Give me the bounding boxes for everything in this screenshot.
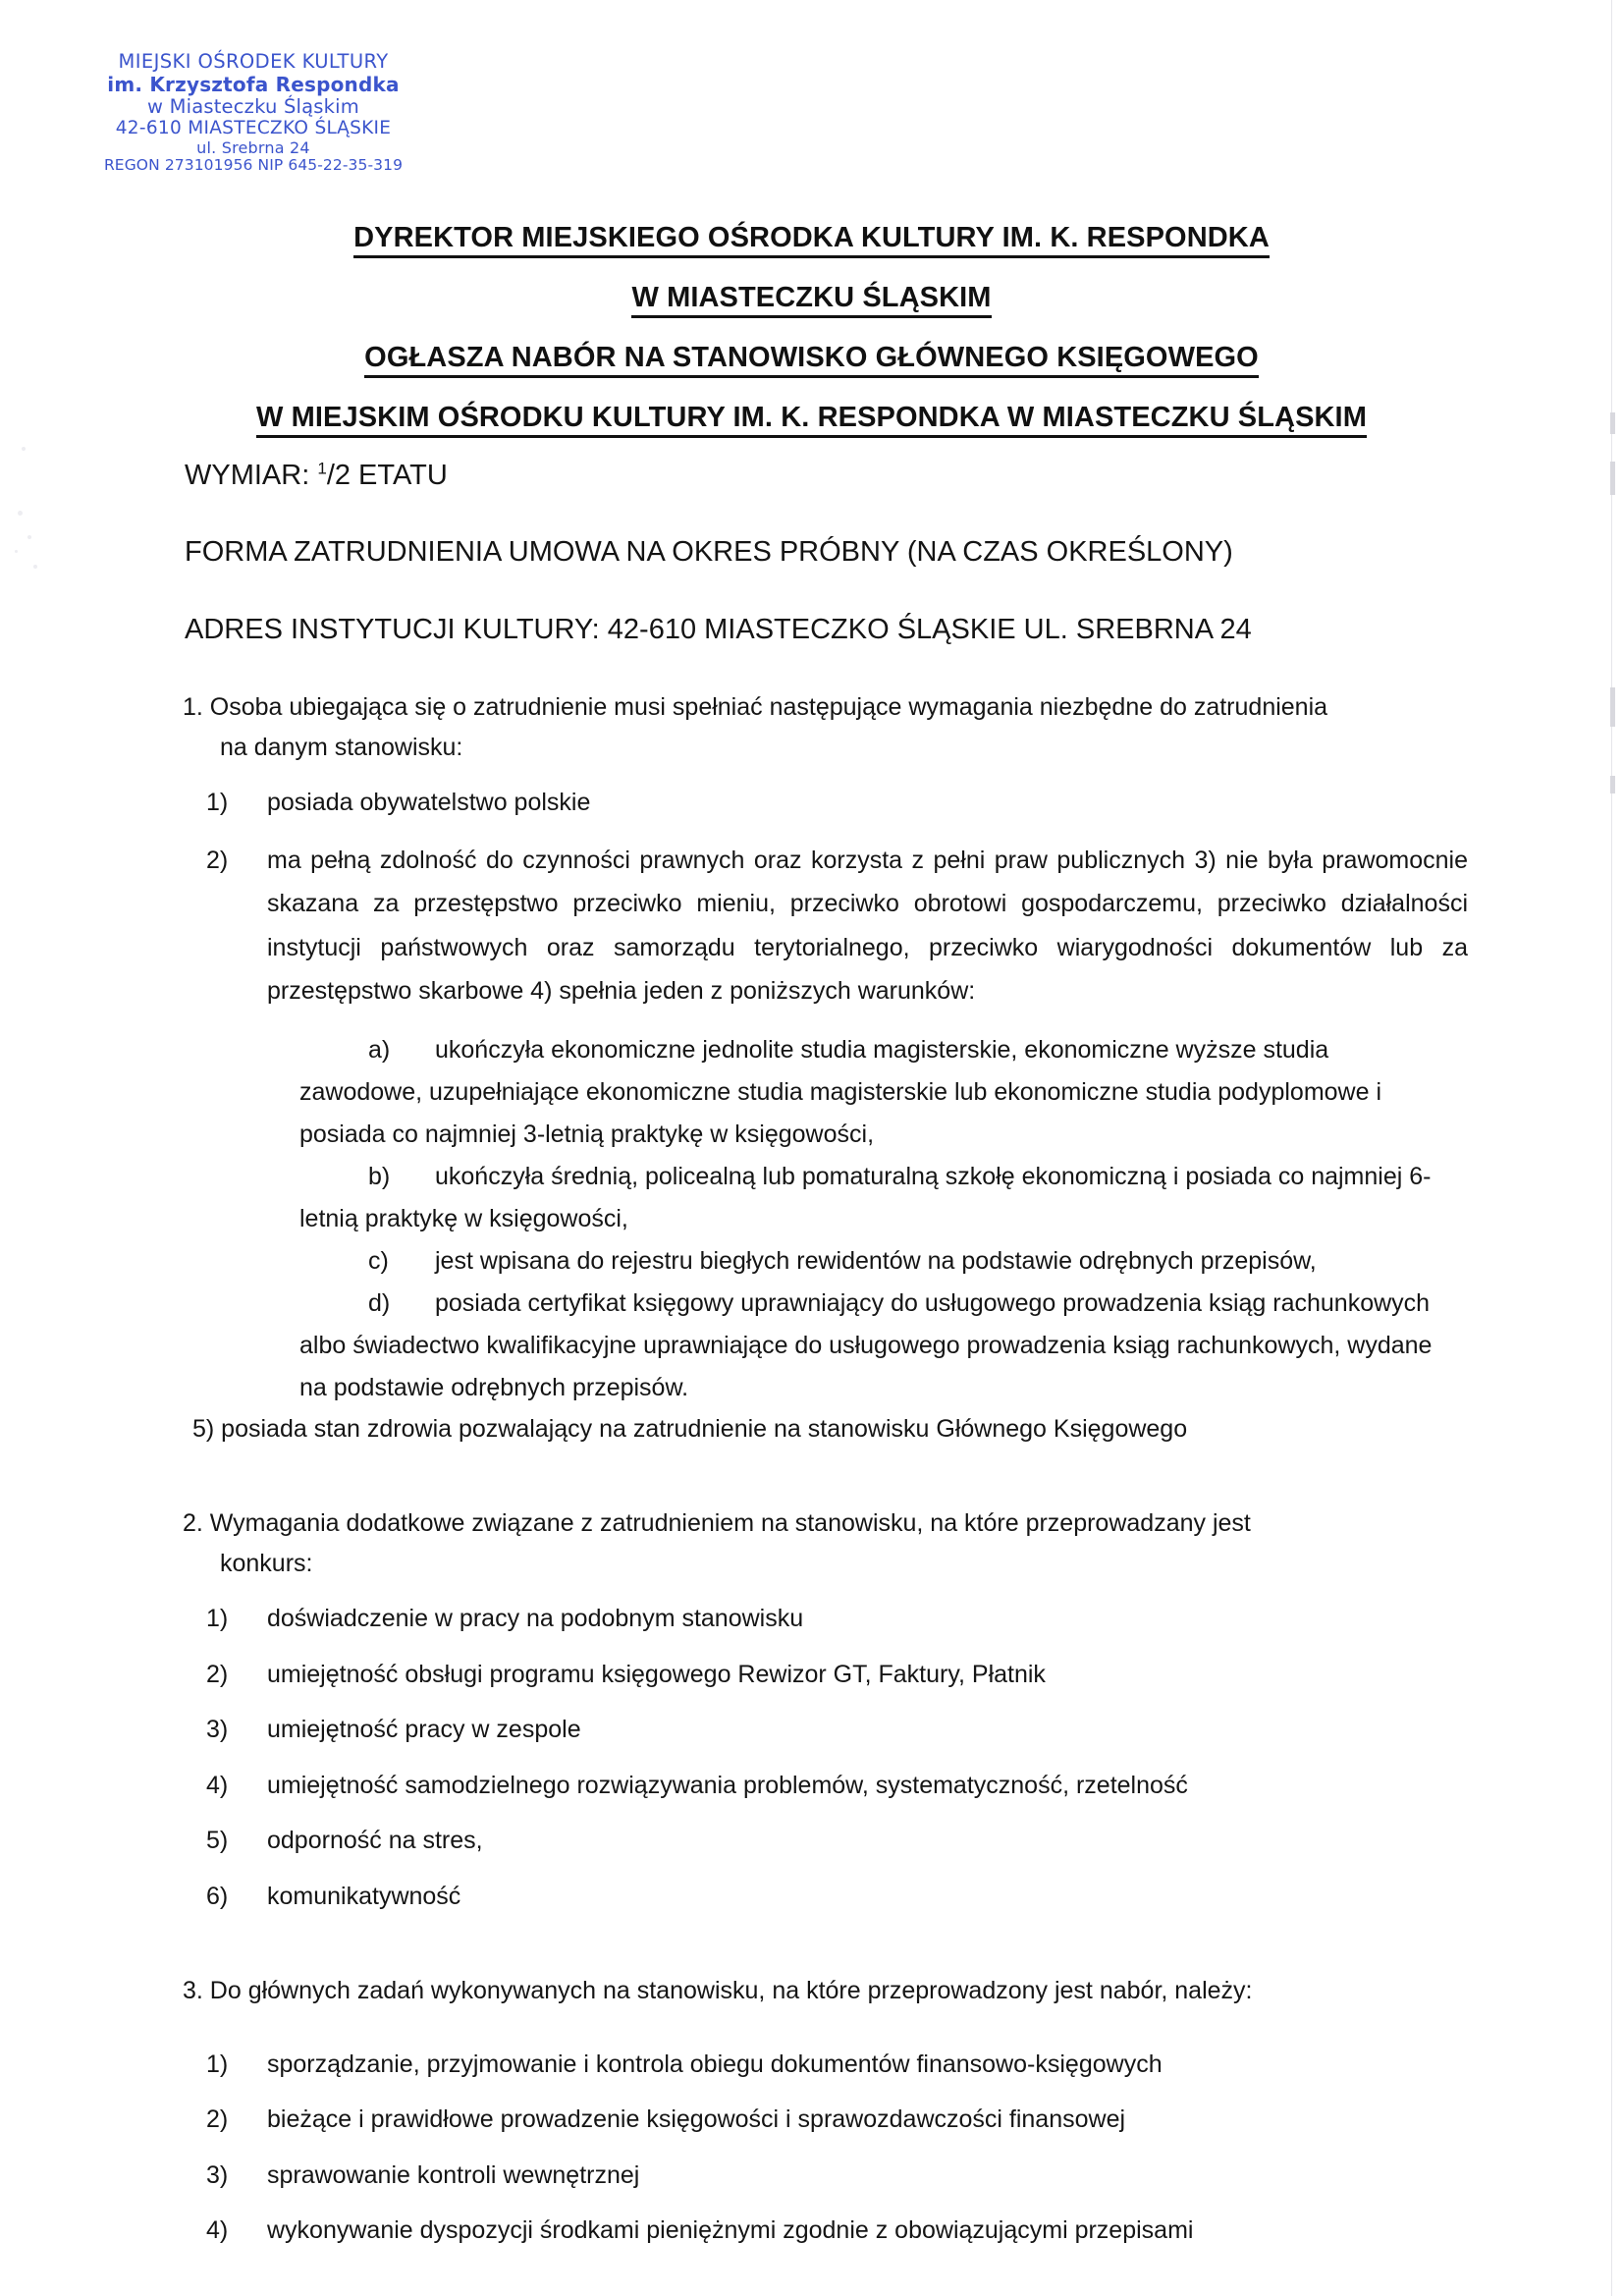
- meta-wymiar-rest: /2 ETATU: [326, 460, 448, 491]
- stamp-line-patron: im. Krzysztofa Respondka: [107, 72, 400, 96]
- section-3-item-text: wykonywanie dyspozycji środkami pieniężnymi zgodnie z obowiązującymi przepisami: [267, 2216, 1194, 2244]
- title-line-3-text: OGŁASZA NABÓR NA STANOWISKO GŁÓWNEGO KSIĘGOWEGO: [364, 344, 1259, 378]
- section-3-item-text: sprawowanie kontroli wewnętrznej: [267, 2160, 640, 2189]
- section-1-subitem-c: [0, 1240, 1623, 1283]
- section-3-item-marker: 4): [206, 2216, 229, 2244]
- position-meta: [185, 460, 1461, 690]
- section-1-item-1-marker: 1): [206, 789, 229, 816]
- section-3-item: [0, 2100, 1623, 2140]
- section-2-item: [0, 1710, 1623, 1750]
- scan-edge-mark: [1610, 462, 1615, 495]
- section-1-subitem-b-text: ukończyła średnią, policealną lub pomaturalną szkołę ekonomiczną i posiada co najmniej 6-letnią praktykę w księgowości,: [299, 1162, 1432, 1232]
- meta-adres-instytucji: ADRES INSTYTUCJI KULTURY: 42-610 MIASTECZKO ŚLĄSKIE UL. SREBRNA 24: [185, 613, 1252, 645]
- section-2-item: [0, 1655, 1623, 1695]
- stamp-line-city: w Miasteczku Śląskim: [147, 94, 359, 118]
- spacer: [0, 1861, 1623, 1877]
- section-1-item-1: [0, 783, 1623, 823]
- section-2-heading: [0, 1503, 1623, 1583]
- section-1-heading-line-2: na danym stanowisku:: [220, 733, 463, 761]
- spacer: [0, 823, 1623, 839]
- section-1-subitem-a: [0, 1029, 1623, 1156]
- institution-stamp: [47, 51, 460, 175]
- spacer: [0, 1583, 1623, 1599]
- section-3-item: [0, 2045, 1623, 2085]
- section-1-heading: [0, 687, 1623, 767]
- scan-speck: [27, 535, 31, 539]
- title-line-2: [0, 284, 1623, 318]
- section-2-item-text: umiejętność samodzielnego rozwiązywania problemów, systematyczność, rzetelność: [267, 1771, 1188, 1799]
- section-2-item-text: doświadczenie w pracy na podobnym stanowisku: [267, 1605, 804, 1632]
- spacer: [0, 2084, 1623, 2100]
- document-body: [0, 687, 1623, 2251]
- title-line-1-text: DYREKTOR MIEJSKIEGO OŚRODKA KULTURY IM. K. RESPONDKA: [353, 224, 1270, 258]
- section-1-subitem-d: [0, 1283, 1623, 1409]
- spacer: [0, 1805, 1623, 1821]
- section-3-item: [0, 2156, 1623, 2196]
- section-2-item: [0, 1766, 1623, 1806]
- section-1-item-2-text: ma pełną zdolność do czynności prawnych oraz korzysta z pełni praw publicznych 3) nie była prawomocnie skazana za przestępstwo przeciwko mieniu, przeciwko obrotowi gospodarczemu, przeciwko działalności instytucji państwowych oraz samorządu terytorialnego, przeciwko wiarygodności dokumentów lub za przestępstwo skarbowe 4) spełnia jeden z poniższych warunków:: [267, 846, 1468, 1005]
- stamp-line-street: ul. Srebrna 24: [196, 137, 310, 157]
- stamp-line-postal: 42-610 MIASTECZKO ŚLĄSKIE: [115, 118, 392, 139]
- announcement-title: [0, 224, 1623, 464]
- section-3-item-marker: 1): [206, 2050, 229, 2078]
- spacer: [0, 1639, 1623, 1655]
- section-1-subitem-d-text: posiada certyfikat księgowy uprawniający do usługowego prowadzenia ksiąg rachunkowych albo świadectwo kwalifikacyjne uprawniające do usługowego prowadzenia ksiąg rachunkowych, wydane na podstawie odrębnych przepisów.: [299, 1288, 1433, 1401]
- meta-wymiar: [185, 460, 1461, 492]
- section-2-item: [0, 1821, 1623, 1861]
- section-2-item-text: odporność na stres,: [267, 1827, 483, 1854]
- section-3-item-text: bieżące i prawidłowe prowadzenie księgowości i sprawozdawczości finansowej: [267, 2105, 1126, 2133]
- section-2-heading-line-1: 2. Wymagania dodatkowe związane z zatrudnieniem na stanowisku, na które przeprowadzany jest: [183, 1509, 1251, 1537]
- spacer: [0, 767, 1623, 783]
- meta-wymiar-label: WYMIAR:: [185, 460, 318, 491]
- stamp-line-institution: MIEJSKI OŚRODEK KULTURY: [118, 50, 389, 73]
- spacer: [0, 2011, 1623, 2045]
- section-2-item-marker: 1): [206, 1605, 229, 1632]
- section-1-item-1-text: posiada obywatelstwo polskie: [267, 789, 591, 816]
- section-2-item-marker: 5): [206, 1827, 229, 1854]
- spacer: [0, 1750, 1623, 1766]
- section-1-item-2-marker: 2): [206, 846, 229, 874]
- section-2-item: [0, 1877, 1623, 1917]
- spacer: [0, 2195, 1623, 2211]
- section-2-item-marker: 6): [206, 1882, 229, 1910]
- spacer: [0, 1449, 1623, 1503]
- section-2-item-marker: 2): [206, 1660, 229, 1688]
- section-1-subitem-b: [0, 1156, 1623, 1240]
- section-1-heading-line-1: 1. Osoba ubiegająca się o zatrudnienie musi spełniać następujące wymagania niezbędne do zatrudnienia: [183, 693, 1328, 721]
- section-3-item: [0, 2211, 1623, 2251]
- section-1-subitem-c-marker: c): [368, 1246, 389, 1275]
- section-1-subitem-c-text: jest wpisana do rejestru biegłych rewidentów na podstawie odrębnych przepisów,: [435, 1246, 1317, 1275]
- section-2-item: [0, 1599, 1623, 1639]
- section-2-item-text: umiejętność pracy w zespole: [267, 1716, 581, 1743]
- section-1-subitem-d-marker: d): [368, 1288, 391, 1317]
- section-3-item-text: sporządzanie, przyjmowanie i kontrola obiegu dokumentów finansowo-księgowych: [267, 2050, 1163, 2078]
- title-line-2-text: W MIASTECZKU ŚLĄSKIM: [631, 284, 991, 318]
- section-2-item-text: umiejętność obsługi programu księgowego Rewizor GT, Faktury, Płatnik: [267, 1660, 1046, 1688]
- section-3-heading: 3. Do głównych zadań wykonywanych na stanowisku, na które przeprowadzony jest nabór, należy:: [183, 1977, 1253, 2004]
- meta-forma-zatrudnienia: FORMA ZATRUDNIENIA UMOWA NA OKRES PRÓBNY (NA CZAS OKREŚLONY): [185, 536, 1233, 569]
- section-1-subitem-a-marker: a): [368, 1035, 391, 1064]
- section-1-subitem-a-text: ukończyła ekonomiczne jednolite studia magisterskie, ekonomiczne wyższe studia zawodowe, uzupełniające ekonomiczne studia magisterskie lub ekonomiczne studia podyplomowe i posiada co najmniej 3-letnią praktykę w księgowości,: [299, 1035, 1382, 1148]
- scan-speck: [18, 511, 23, 516]
- spacer: [0, 1013, 1623, 1029]
- scan-speck: [33, 565, 37, 569]
- scan-speck: [15, 550, 18, 553]
- title-line-3: [0, 344, 1623, 378]
- title-line-1: [0, 224, 1623, 258]
- section-2-item-marker: 4): [206, 1771, 229, 1799]
- meta-wymiar-numerator: 1: [317, 459, 327, 478]
- section-3-item-marker: 2): [206, 2105, 229, 2133]
- section-1-item-5: 5) posiada stan zdrowia pozwalający na zatrudnienie na stanowisku Głównego Księgowego: [192, 1414, 1188, 1443]
- section-2-item-marker: 3): [206, 1716, 229, 1743]
- title-line-4-text: W MIEJSKIM OŚRODKU KULTURY IM. K. RESPONDKA W MIASTECZKU ŚLĄSKIM: [256, 404, 1367, 438]
- section-3-item-marker: 3): [206, 2160, 229, 2189]
- section-2-heading-line-2: konkurs:: [220, 1549, 313, 1577]
- section-1-item-2: [0, 839, 1623, 1013]
- spacer: [0, 1916, 1623, 1971]
- spacer: [0, 1694, 1623, 1710]
- spacer: [0, 2140, 1623, 2156]
- section-1-subitem-b-marker: b): [368, 1162, 391, 1190]
- section-2-item-text: komunikatywność: [267, 1882, 461, 1910]
- title-line-4: [0, 404, 1623, 438]
- stamp-line-regon-nip: REGON 273101956 NIP 645-22-35-319: [103, 156, 404, 175]
